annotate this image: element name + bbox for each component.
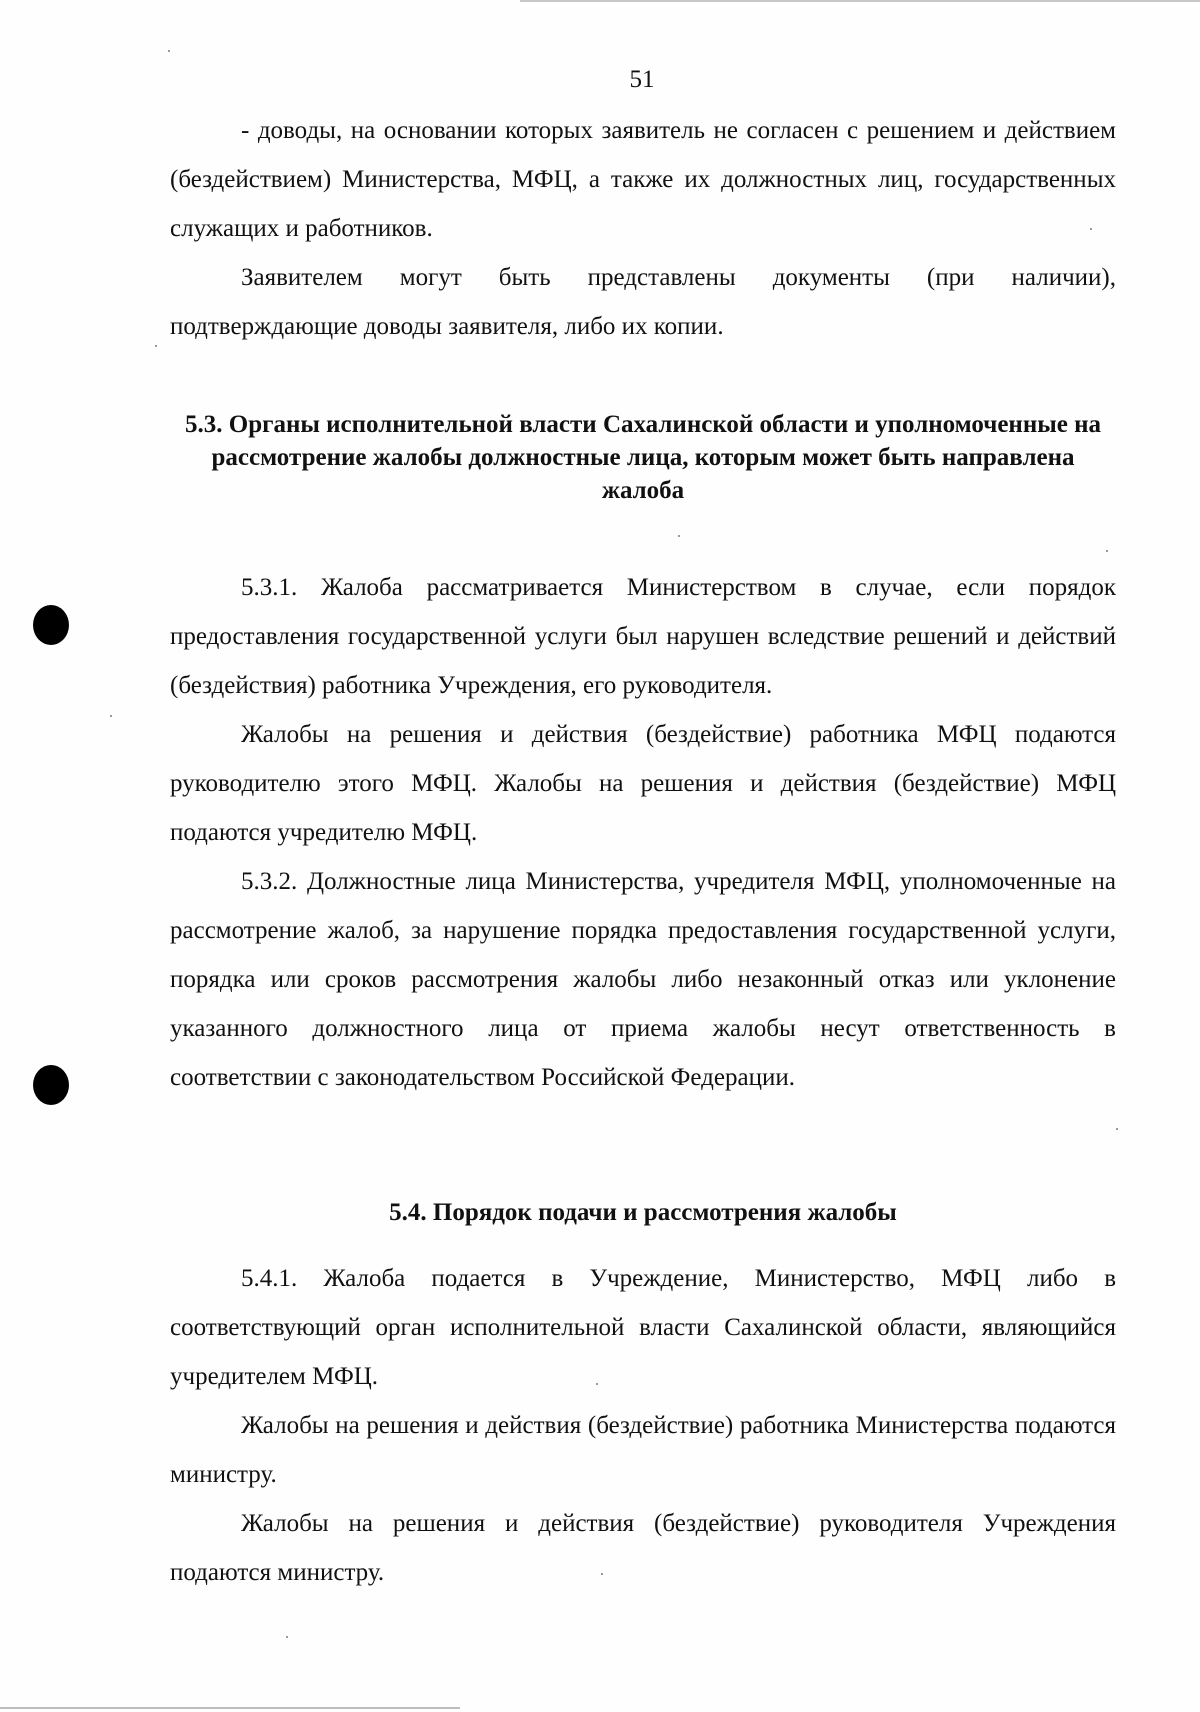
paragraph-mfc-complaints: Жалобы на решения и действия (бездействие) работника МФЦ подаются руководителю этого МФЦ. Жалобы на решения и действия (бездействие) МФЦ подаются учредителю МФЦ. xyxy=(170,721,1116,846)
scan-speck xyxy=(601,1573,603,1575)
paragraph-5-3-2: 5.3.2. Должностные лица Министерства, учредителя МФЦ, уполномоченные на рассмотрение жалоб, за нарушение порядка предоставления государственной услуги, порядка или сроков рассмотрения жалобы либо незаконный отказ или уклонение указанного должностного лица от приема жалобы несут ответственность в соответствии с законодательством Российской Федерации. xyxy=(170,868,1116,1091)
scan-edge-top xyxy=(520,0,1200,2)
scan-speck xyxy=(155,345,157,347)
paragraph-documents: Заявителем могут быть представлены документы (при наличии), подтверждающие доводы заявителя, либо их копии. xyxy=(170,264,1116,340)
section-5-4-heading: 5.4. Порядок подачи и рассмотрения жалобы xyxy=(389,1199,897,1226)
scan-speck xyxy=(1106,550,1108,552)
section-5-3-heading: 5.3. Органы исполнительной власти Сахалинской области и уполномоченные на рассмотрение жалобы должностные лица, которым может быть направлена жалоба xyxy=(185,411,1101,504)
paragraph-5-4-1: 5.4.1. Жалоба подается в Учреждение, Министерство, МФЦ либо в соответствующий орган исполнительной власти Сахалинской области, являющийся учредителем МФЦ. xyxy=(170,1265,1116,1390)
paragraph-5-3-1: 5.3.1. Жалоба рассматривается Министерством в случае, если порядок предоставления государственной услуги был нарушен вследствие решений и действий (бездействия) работника Учреждения, его руководителя. xyxy=(170,574,1116,699)
scan-speck xyxy=(286,1636,288,1638)
punch-hole xyxy=(33,1065,69,1105)
scan-edge-bottom xyxy=(0,1707,460,1709)
scan-speck xyxy=(168,50,170,52)
scan-speck xyxy=(110,715,112,717)
page-number: 51 xyxy=(629,66,655,93)
punch-hole xyxy=(33,605,69,645)
scan-speck xyxy=(1116,1128,1118,1130)
scan-speck xyxy=(1090,228,1092,230)
scan-speck xyxy=(678,535,680,537)
paragraph-ministry-complaints: Жалобы на решения и действия (бездействие) работника Министерства подаются министру. xyxy=(170,1412,1116,1488)
paragraph-arguments: - доводы, на основании которых заявитель не согласен с решением и действием (бездействием) Министерства, МФЦ, а также их должностных лиц, государственных служащих и работников. xyxy=(170,117,1116,242)
paragraph-head-complaints: Жалобы на решения и действия (бездействие) руководителя Учреждения подаются министру. xyxy=(170,1510,1116,1586)
scan-speck xyxy=(596,1383,598,1385)
